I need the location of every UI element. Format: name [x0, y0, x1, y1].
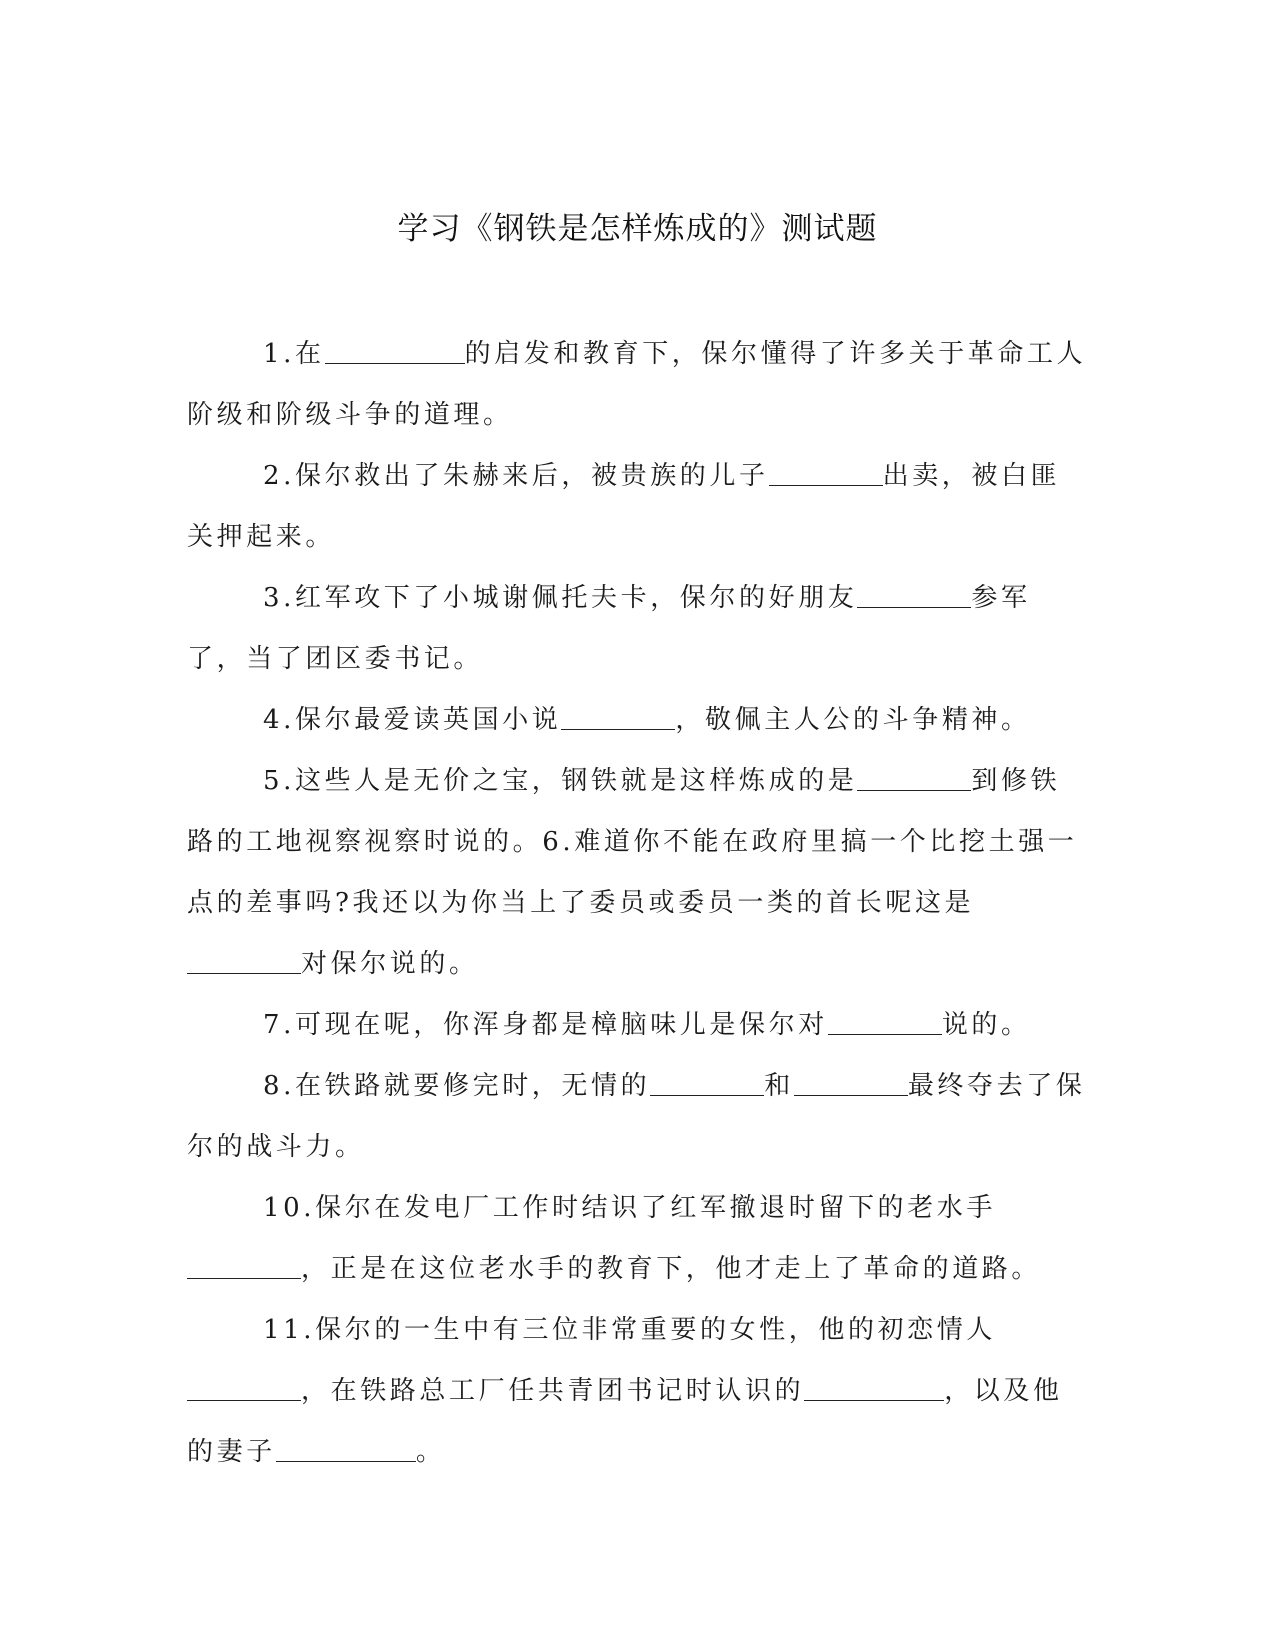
question-4-text-before: 4.保尔最爱读英国小说	[263, 705, 562, 735]
question-3-blank	[857, 581, 971, 608]
question-5-6	[187, 751, 1087, 995]
question-1-blank	[325, 337, 465, 364]
question-8-text-after: 最终夺去了保尔的战斗力。	[187, 1071, 1086, 1162]
question-7	[187, 995, 1087, 1056]
question-2-text-after: 出卖，被白匪关押起来。	[187, 461, 1061, 552]
question-5-blank	[857, 764, 971, 791]
question-8-text-before: 8.在铁路就要修完时，无情的	[263, 1071, 651, 1101]
question-7-text-before: 7.可现在呢，你浑身都是樟脑味儿是保尔对	[263, 1010, 828, 1040]
document-title: 学习《钢铁是怎样炼成的》测试题	[397, 211, 878, 247]
question-2-blank	[769, 459, 883, 486]
question-4	[187, 690, 1087, 751]
question-2-text-before: 2.保尔救出了朱赫来后，被贵族的儿子	[263, 461, 769, 491]
question-8	[187, 1056, 1087, 1178]
question-11-blank-1	[187, 1374, 301, 1401]
question-11-text-before: 11.保尔的一生中有三位非常重要的女性，他的初恋情人	[263, 1315, 996, 1345]
question-10	[187, 1178, 1087, 1300]
question-3-text-before: 3.红军攻下了小城谢佩托夫卡，保尔的好朋友	[263, 583, 858, 613]
question-8-text-middle: 和	[764, 1071, 794, 1101]
question-7-text-after: 说的。	[941, 1010, 1031, 1040]
question-7-blank	[828, 1008, 942, 1035]
question-11-blank-3	[276, 1435, 416, 1462]
question-11-blank-2	[804, 1374, 944, 1401]
question-10-blank	[187, 1252, 301, 1279]
question-5-6-text-middle: 到修铁路的工地视察视察时说的。6.难道你不能在政府里搞一个比挖土强一点的差事吗?我还以为你当上了委员或委员一类的首长呢这是	[187, 766, 1078, 918]
question-2	[187, 446, 1087, 568]
question-11	[187, 1300, 1087, 1483]
question-6-text-after: 对保尔说的。	[301, 949, 479, 979]
question-list	[187, 324, 1087, 1483]
question-1-text-after: 的启发和教育下，保尔懂得了许多关于革命工人阶级和阶级斗争的道理。	[187, 339, 1087, 430]
question-4-text-after: ，敬佩主人公的斗争精神。	[675, 705, 1031, 735]
question-10-text-before: 10.保尔在发电厂工作时结识了红军撤退时留下的老水手	[263, 1193, 996, 1223]
question-4-blank	[561, 703, 675, 730]
question-11-text-middle: ，在铁路总工厂任共青团书记时认识的	[301, 1376, 805, 1406]
question-3-text-after: 参军了，当了团区委书记。	[187, 583, 1031, 674]
question-8-blank-1	[650, 1069, 764, 1096]
question-3	[187, 568, 1087, 690]
question-6-blank	[187, 947, 301, 974]
question-5-text-before: 5.这些人是无价之宝，钢铁就是这样炼成的是	[263, 766, 858, 796]
question-1	[187, 324, 1087, 446]
question-11-text-middle-2: ，以及他的妻子	[187, 1376, 1063, 1467]
question-1-text-before: 1.在	[263, 339, 325, 369]
question-10-text-after: ，正是在这位老水手的教育下，他才走上了革命的道路。	[301, 1254, 1042, 1284]
question-11-text-after: 。	[415, 1437, 446, 1467]
question-8-blank-2	[794, 1069, 908, 1096]
